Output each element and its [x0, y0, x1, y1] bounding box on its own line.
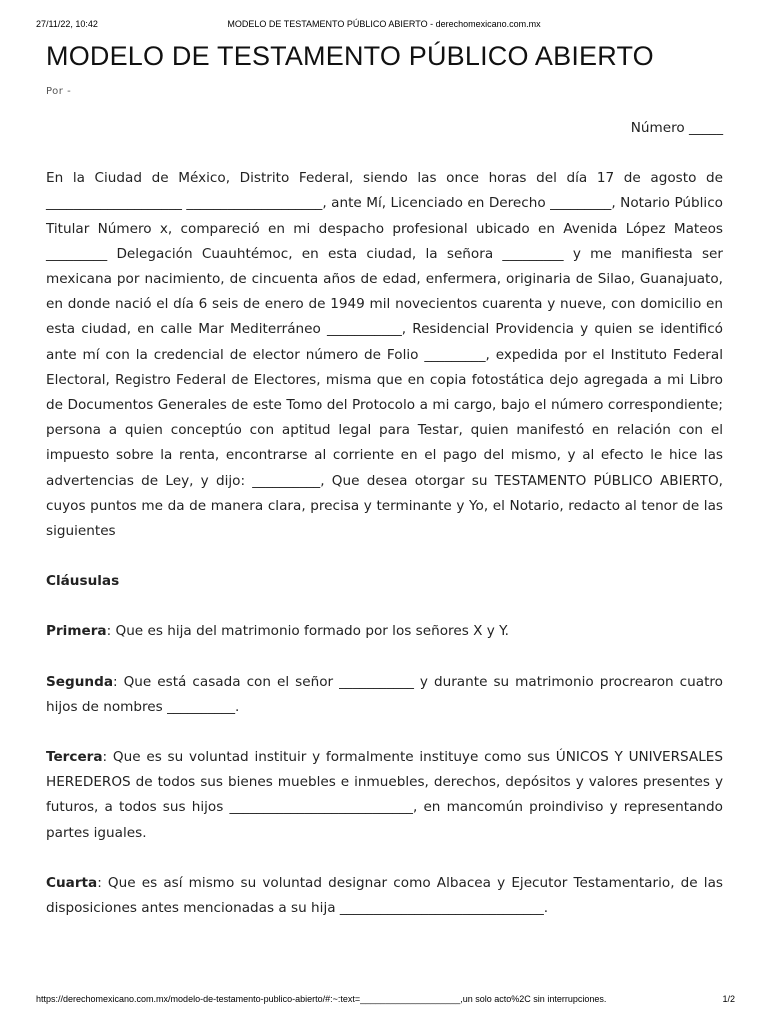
clause-primera: [46, 619, 723, 644]
clause-label: Cuarta: [46, 874, 98, 891]
article-body: [46, 116, 723, 946]
page-number: 1/2: [722, 994, 735, 1004]
print-footer-url: https://derechomexicano.com.mx/modelo-de-testamento-publico-abierto/#:~:text=____________________,un solo acto%2C sin interrupciones.: [36, 994, 607, 1004]
clause-text: : Que es así mismo su voluntad designar como Albacea y Ejecutor Testamentario, de las disposiciones antes mencionadas a su hija ______________________________.: [46, 874, 723, 917]
intro-paragraph: En la Ciudad de México, Distrito Federal, siendo las once horas del día 17 de agosto de ____________________ ____________________, ante Mí, Licenciado en Derecho _________, Notario Público Titular Número x, compareció en mi despacho profesional ubicado en Avenida López Mateos _________ Delegación Cuauhtémoc, en esta ciudad, la señora _________ y me manifiesta ser mexicana por nacimiento, de cincuenta años de edad, enfermera, originaria de Silao, Guanajuato, en donde nació el día 6 seis de enero de 1949 mil novecientos cuarenta y nueve, con domicilio en esta ciudad, en calle Mar Mediterráneo ___________, Residencial Providencia y quien se identificó ante mí con la credencial de elector número de Folio _________, expedida por el Instituto Federal Electoral, Registro Federal de Electores, misma que en copia fotostática dejo agregada a mi Libro de Documentos Generales de este Tomo del Protocolo a mi cargo, bajo el número correspondiente; persona a quien conceptúo con aptitud legal para Testar, quien manifestó en relación con el impuesto sobre la renta, encontrarse al corriente en el pago del mismo, y al efecto le hice las advertencias de Ley, y dijo: __________, Que desea otorgar su TESTAMENTO PÚBLICO ABIERTO, cuyos puntos me da de manera clara, precisa y terminante y Yo, el Notario, redacto al tenor de las siguientes: [46, 170, 723, 540]
clause-label: Primera: [46, 623, 107, 640]
page-title: MODELO DE TESTAMENTO PÚBLICO ABIERTO: [46, 41, 654, 71]
clause-cuarta: [46, 871, 723, 921]
print-date: 27/11/22, 10:42: [36, 19, 98, 29]
clause-text: : Que está casada con el señor ___________ y durante su matrimonio procrearon cuatro hijos de nombres __________.: [46, 673, 723, 715]
byline: Por -: [46, 86, 72, 97]
print-header-title: MODELO DE TESTAMENTO PÚBLICO ABIERTO - derechomexicano.com.mx: [227, 19, 541, 29]
clauses-heading: Cláusulas: [46, 573, 120, 590]
clause-label: Tercera: [46, 749, 103, 766]
clause-text: : Que es hija del matrimonio formado por los señores X y Y.: [106, 623, 509, 640]
numero-field: Número _____: [630, 120, 723, 136]
clause-text: : Que es su voluntad instituir y formalmente instituye como sus ÚNICOS Y UNIVERSALES HEREDEROS de todos sus bienes muebles e inmuebles, derechos, depósitos y valores presentes y futuros, a todos sus hijos ___________________________, en mancomún proindiviso y representando partes iguales.: [46, 749, 723, 841]
clause-tercera: [46, 745, 723, 846]
clause-label: Segunda: [46, 673, 113, 690]
clause-segunda: [46, 670, 723, 720]
